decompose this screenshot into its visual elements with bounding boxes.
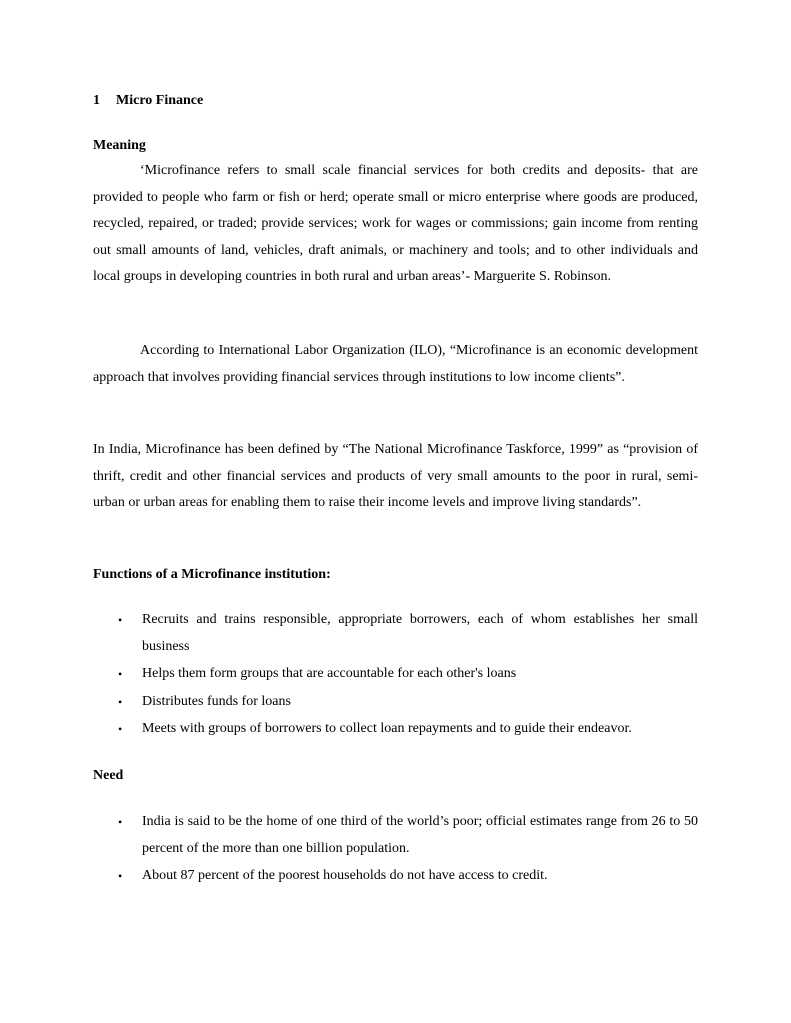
- list-item-text: Helps them form groups that are accountable for each other's loans: [142, 666, 517, 681]
- functions-list: [93, 607, 698, 744]
- bullet-icon: •: [118, 815, 123, 829]
- meaning-heading: Meaning: [93, 138, 146, 153]
- list-item-text: Recruits and trains responsible, appropriate borrowers, each of whom establishes her small business: [142, 612, 698, 654]
- bullet-icon: •: [118, 667, 123, 681]
- functions-heading: Functions of a Microfinance institution:: [93, 567, 331, 582]
- list-item: [93, 863, 698, 890]
- list-item: [93, 809, 698, 862]
- list-item-text: India is said to be the home of one third of the world’s poor; official estimates range from 26 to 50 percent of the more than one billion population.: [142, 814, 698, 856]
- list-item-text: Distributes funds for loans: [142, 693, 291, 709]
- need-heading: Need: [93, 768, 124, 783]
- list-item: [93, 689, 698, 716]
- list-item-text: About 87 percent of the poorest households do not have access to credit.: [142, 868, 548, 883]
- section-heading: [93, 93, 203, 109]
- section-number: 1: [93, 93, 100, 108]
- list-item-text: Meets with groups of borrowers to collect loan repayments and to guide their endeavor.: [142, 721, 632, 736]
- need-list: [93, 809, 698, 891]
- bullet-icon: •: [118, 694, 123, 709]
- meaning-paragraph-india: In India, Microfinance has been defined by “The National Microfinance Taskforce, 1999” as “provision of thrift, credit and other financial services and products of very small amounts to the poor in rural, semi-urban or urban areas for enabling them to raise their income levels and improve living standards”.: [93, 442, 698, 510]
- list-item: [93, 716, 698, 743]
- list-item: [93, 661, 698, 688]
- bullet-icon: •: [118, 722, 123, 736]
- bullet-icon: •: [118, 613, 123, 627]
- list-item: [93, 607, 698, 660]
- section-title: Micro Finance: [116, 93, 204, 108]
- meaning-paragraph-robinson: ‘Microfinance refers to small scale financial services for both credits and deposits- that are provided to people who farm or fish or herd; operate small or micro enterprise where goods are produced, recycled, repaired, or traded; provide services; work for wages or commissions; gain income from renting out small amounts of land, vehicles, draft animals, or machinery and tools; and to other individuals and local groups in developing countries in both rural and urban areas’- Marguerite S. Robinson.: [93, 163, 698, 284]
- bullet-icon: •: [118, 869, 123, 883]
- meaning-paragraph-ilo: According to International Labor Organization (ILO), “Microfinance is an economic development approach that involves providing financial services through institutions to low income clients”.: [93, 343, 698, 385]
